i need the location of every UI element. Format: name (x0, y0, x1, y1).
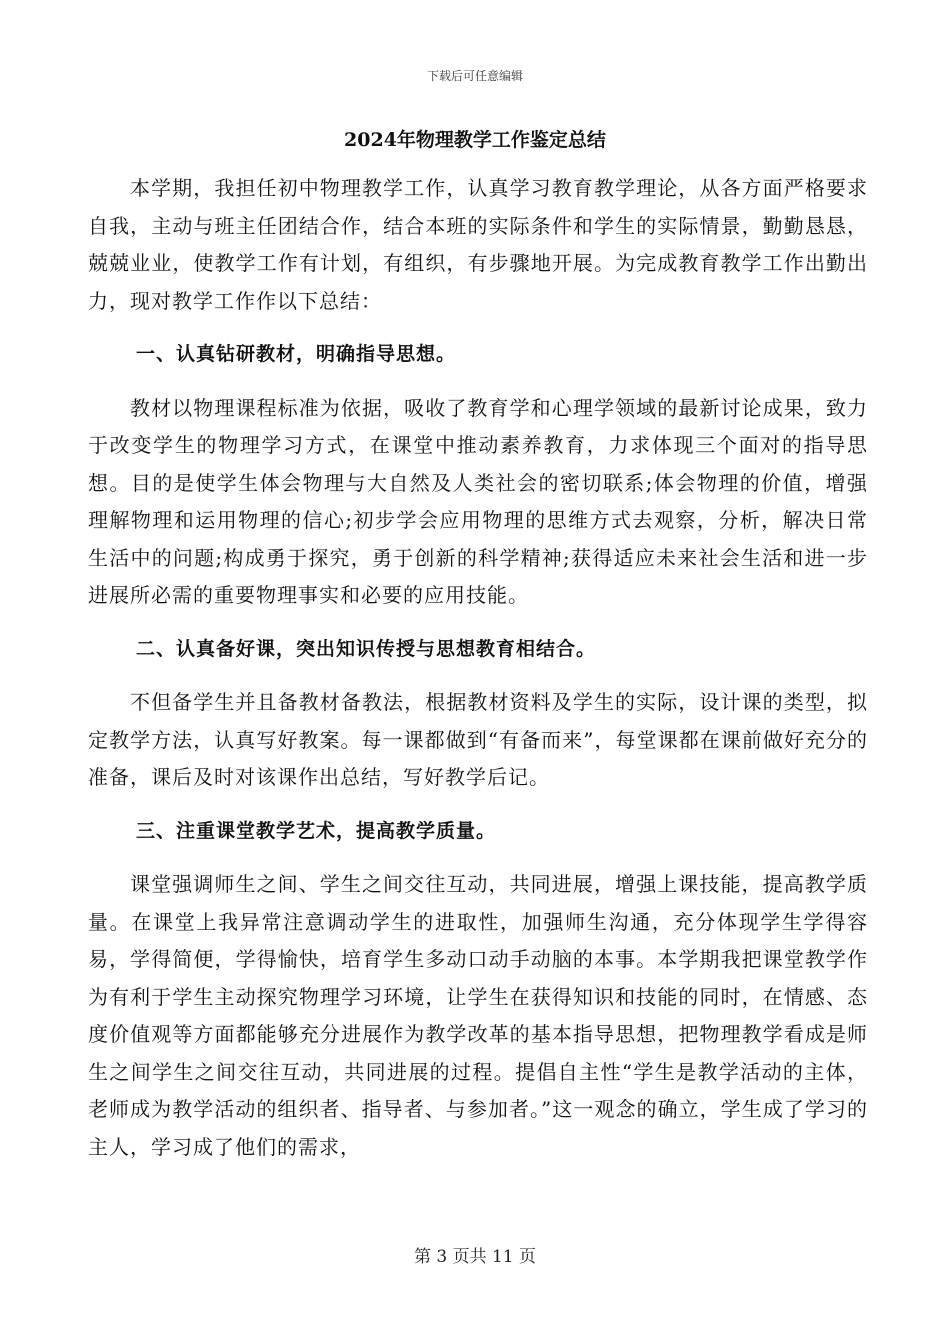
section-paragraph-3: 课堂强调师生之间、学生之间交往互动，共同进展，增强上课技能，提高教学质量。在课堂上我异常注意调动学生的进取性，加强师生沟通，充分体现学生学得容易，学得简便，学得愉快，培育学生多动口动手动脑的本事。本学期我把课堂教学作为有利于学生主动探究物理学习环境，让学生在获得知识和技能的同时，在情感、态度价值观等方面都能够充分进展作为教学改革的基本指导思想，把物理教学看成是师生之间学生之间交往互动，共同进展的过程。提倡自主性“学生是教学活动的主体，老师成为教学活动的组织者、指导者、与参加者。”这一观念的确立，学生成了学习的主人，学习成了他们的需求， (88, 872, 868, 1159)
document-title: 2024年物理教学工作鉴定总结 (344, 129, 606, 151)
intro-paragraph: 本学期，我担任初中物理教学工作，认真学习教育教学理论，从各方面严格要求自我，主动与班主任团结合作，结合本班的实际条件和学生的实际情景，勤勤恳恳，兢兢业业，使教学工作有计划，有组织，有步骤地开展。为完成教育教学工作出勤出力，现对教学工作作以下总结： (88, 176, 868, 313)
document-body (88, 170, 868, 1166)
page-number-footer: 第 3 页共 11 页 (413, 1247, 537, 1267)
header-note: 下载后可任意编辑 (426, 69, 523, 83)
section-heading-3: 三、注重课堂教学艺术，提高教学质量。 (136, 819, 497, 842)
section-paragraph-1: 教材以物理课程标准为依据，吸收了教育学和心理学领域的最新讨论成果，致力于改变学生的物理学习方式，在课堂中推动素养教育，力求体现三个面对的指导思想。目的是使学生体会物理与大自然及人类社会的密切联系;体会物理的价值，增强理解物理和运用物理的信心;初步学会应用物理的思维方式去观察，分析，解决日常生活中的问题;构成勇于探究，勇于创新的科学精神;获得适应未来社会生活和进一步进展所必需的重要物理事实和必要的应用技能。 (88, 395, 868, 607)
section-heading-1: 一、认真钻研教材，明确指导思想。 (136, 343, 457, 365)
section-heading-2: 二、认真备好课，突出知识传授与思想教育相结合。 (136, 637, 597, 660)
section-paragraph-2: 不但备学生并且备教材备教法，根据教材资料及学生的实际，设计课的类型，拟定教学方法，认真写好教案。每一课都做到“有备而来”，每堂课都在课前做好充分的准备，课后及时对该课作出总结，写好教学后记。 (88, 690, 868, 789)
